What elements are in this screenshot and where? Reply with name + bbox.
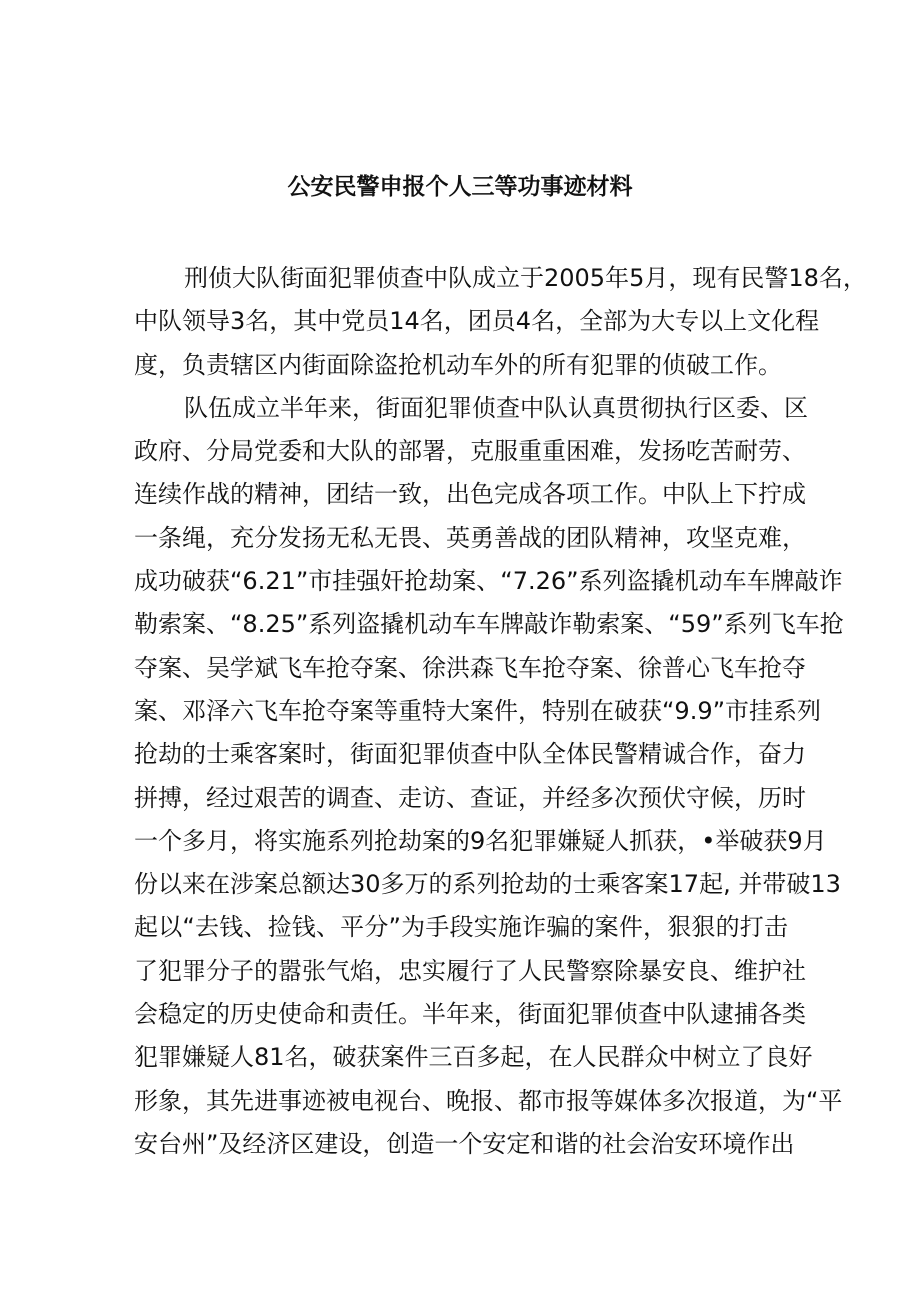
paragraph-2-line: 连续作战的精神，团结一致，出色完成各项工作。中队上下拧成: [134, 480, 806, 509]
paragraph-2-line: 队伍成立半年来，街面犯罪侦查中队认真贯彻执行区委、区: [184, 393, 808, 422]
paragraph-2-line: 犯罪嫌疑人81名，破获案件三百多起，在人民群众中树立了良好: [134, 1043, 813, 1072]
paragraph-2-line: 案、邓泽六飞车抢夺案等重特大案件，特别在破获“9.9”市挂系列: [134, 696, 822, 725]
paragraph-2-line: 成功破获“6.21”市挂强奸抢劫案、“7.26”系列盗撬机动车车牌敲诈: [134, 567, 843, 596]
paragraph-2-line: 形象，其先进事迹被电视台、晚报、都市报等媒体多次报道，为“平: [134, 1086, 843, 1115]
paragraph-1-line: 中队领导3名，其中党员14名，团员4名，全部为大专以上文化程: [134, 307, 820, 336]
paragraph-2-line: 份以来在涉案总额达30多万的系列抢劫的士乘客案17起, 并带破13: [134, 870, 841, 899]
paragraph-2-line: 政府、分局党委和大队的部署，克服重重困难，发扬吃苦耐劳、: [134, 437, 806, 466]
paragraph-2-line: 勒索案、“8.25”系列盗撬机动车车牌敲诈勒索案、“59”系列飞车抢: [134, 610, 844, 639]
paragraph-2-line: 拼搏，经过艰苦的调查、走访、查证，并经多次预伏守候，历时: [134, 783, 806, 812]
paragraph-2-line: 夺案、吴学斌飞车抢夺案、徐洪森飞车抢夺案、徐普心飞车抢夺: [134, 653, 806, 682]
paragraph-2-line: 安台州”及经济区建设，创造一个安定和谐的社会治安环境作出: [134, 1129, 795, 1158]
document-body: [134, 257, 867, 1166]
paragraph-2-line: 了犯罪分子的嚣张气焰，忠实履行了人民警察除暴安良、维护社: [134, 956, 806, 985]
paragraph-2-line: 一个多月，将实施系列抢劫案的9名犯罪嫌疑人抓获，•举破获9月: [134, 826, 827, 855]
document-title: 公安民警申报个人三等功事迹材料: [287, 174, 633, 200]
paragraph-2-line: 一条绳，充分发扬无私无畏、英勇善战的团队精神，攻坚克难，: [134, 523, 806, 552]
paragraph-1-line: 度，负责辖区内街面除盗抢机动车外的所有犯罪的侦破工作。: [134, 350, 782, 379]
paragraph-2-line: 起以“去钱、捡钱、平分”为手段实施诈骗的案件，狠狠的打击: [134, 913, 788, 942]
paragraph-1-line: 刑侦大队街面犯罪侦查中队成立于2005年5月，现有民警18名，: [184, 264, 867, 292]
paragraph-2-line: 会稳定的历史使命和责任。半年来，街面犯罪侦查中队逮捕各类: [134, 1000, 806, 1029]
paragraph-2-line: 抢劫的士乘客案时，街面犯罪侦查中队全体民警精诚合作，奋力: [134, 740, 806, 769]
